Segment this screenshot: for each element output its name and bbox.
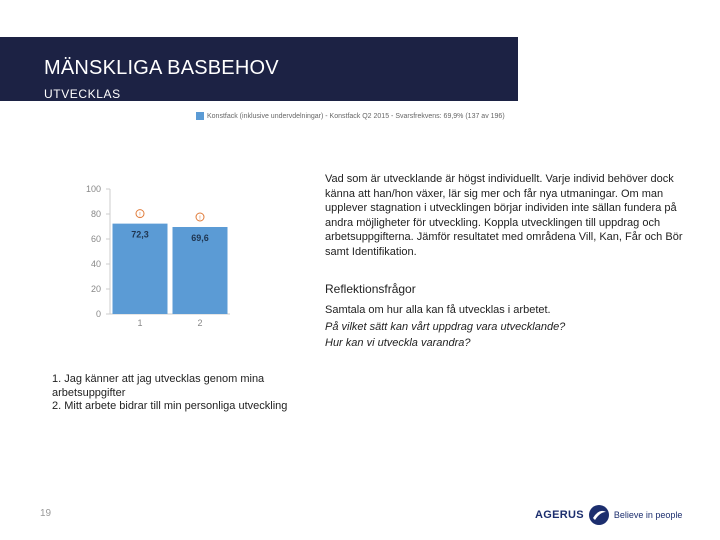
slide-title: MÄNSKLIGA BASBEHOV: [44, 57, 279, 79]
question-list: [52, 373, 322, 414]
reflection-list: [325, 302, 565, 352]
x-tick-label: 1: [137, 318, 143, 328]
question-item: 2. Mitt arbete bidrar till min personliga utveckling: [52, 400, 288, 412]
chart-legend: [196, 110, 505, 122]
reflection-item: På vilket sätt kan vårt uppdrag vara utvecklande?: [325, 320, 566, 333]
y-tick-label: 100: [85, 184, 101, 194]
agerus-logo: [535, 500, 685, 530]
reflection-item: Samtala om hur alla kan få utvecklas i arbetet.: [325, 304, 551, 316]
logo-brand: AGERUS: [535, 509, 584, 521]
legend-label: Konstfack (inklusive undervdelningar) - Konstfack Q2 2015 - Svarsfrekvens: 69,9% (137 av 196): [207, 112, 505, 120]
page-number: 19: [40, 508, 52, 519]
bar-value-label: 72,3: [131, 229, 149, 240]
warning-marker-glyph: !: [199, 216, 201, 222]
slide-header: [0, 37, 518, 101]
description-text: Vad som är utvecklande är högst individuellt. Varje individ behöver dock känna att han/hon växer, lär sig mer och får nya utmaningar. Om man upplever stagnation i utvecklingen börjar individen inte sällan fundera på andra möjligheter för utveckling. Koppla utvecklingen till uppdrag och arbetsuppgifterna. Jämför resultatet med områdena Vill, Kan, Får och Bör samt Identifikation.: [325, 173, 683, 258]
bar-chart: [60, 175, 300, 335]
bar-value-label: 69,6: [191, 233, 209, 243]
reflection-item: Hur kan vi utveckla varandra?: [325, 337, 471, 349]
y-tick-label: 0: [95, 309, 101, 319]
y-tick-label: 20: [90, 284, 101, 294]
swoosh-icon: [588, 504, 610, 526]
y-tick-label: 40: [90, 259, 101, 269]
slide-subtitle: UTVECKLAS: [44, 87, 121, 101]
legend-swatch: [196, 112, 204, 120]
x-tick-label: 2: [197, 318, 203, 328]
warning-marker-glyph: !: [139, 212, 141, 219]
y-tick-label: 60: [90, 234, 101, 244]
logo-tagline: Believe in people: [613, 510, 683, 520]
y-tick-label: 80: [90, 209, 101, 219]
question-item: 1. Jag känner att jag utvecklas genom mina arbetsuppgifter: [52, 373, 265, 399]
reflection-title: Reflektionsfrågor: [325, 282, 416, 296]
